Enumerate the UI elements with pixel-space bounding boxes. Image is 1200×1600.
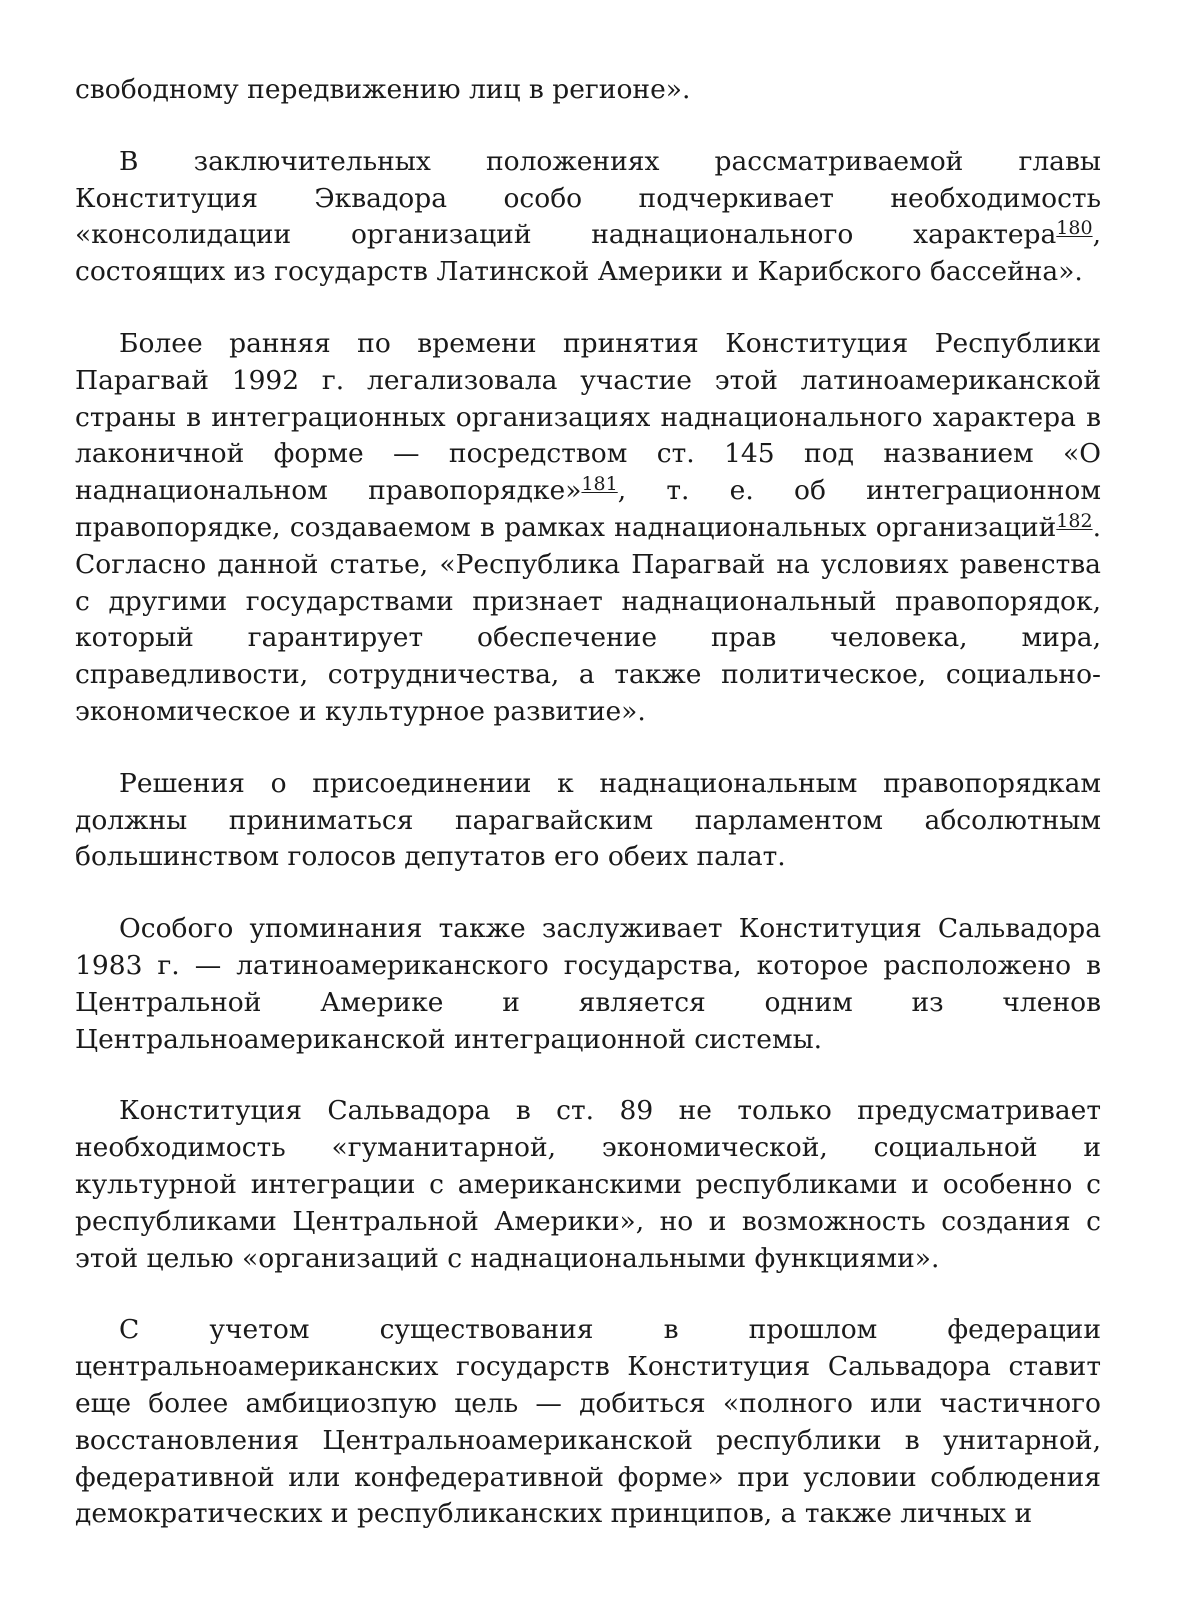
paragraph-3 (75, 326, 1101, 731)
paragraph-text: Решения о присоединении к наднациональным правопорядкам должны приниматься парагвайским парламентом абсолютным большинством голосов депутатов его обеих палат. (75, 767, 1101, 873)
paragraph-5 (75, 911, 1101, 1058)
paragraph-1 (75, 72, 1101, 109)
paragraph-4 (75, 766, 1101, 876)
footnote-link-181[interactable]: 181 (581, 473, 618, 496)
paragraph-text: свободному передвижению лиц в регионе». (75, 74, 691, 105)
paragraph-7 (75, 1312, 1101, 1533)
paragraph-6 (75, 1093, 1101, 1277)
paragraph-text: Особого упоминания также заслуживает Конституция Сальвадора 1983 г. — латиноамериканского государства, которое расположено в Центральной Америке и является одним из членов Центральноамериканской интеграционной системы. (75, 913, 1101, 1055)
document-page (75, 72, 1101, 1533)
paragraph-text: С учетом существования в прошлом федерации центральноамериканских государств Конституция Сальвадора ставит еще более амбициозпую цель — добиться «полного или частичного восстановления Центральноамериканской республики в унитарной, федеративной или конфедеративной форме» при условии соблюдения демократических и республиканских принципов, а также личных и (75, 1314, 1101, 1530)
paragraph-text: . Согласно данной статье, «Республика Парагвай на условиях равенства с другими государствами признает наднациональный правопорядок, который гарантирует обеспечение прав человека, мира, справедливости, сотрудничества, а также политическое, социально-экономическое и культурное развитие». (75, 511, 1101, 727)
footnote-link-180[interactable]: 180 (1056, 217, 1093, 240)
paragraph-text: , т. е. об интеграционном правопорядке, создаваемом в рамках наднациональных организаций (75, 475, 1101, 543)
paragraph-text: Конституция Сальвадора в ст. 89 не только предусматривает необходимость «гуманитарной, экономической, социальной и культурной интеграции с американскими республиками и особенно с республиками Центральной Америки», но и возможность создания с этой целью «организаций с наднациональными функциями». (75, 1095, 1101, 1274)
footnote-link-182[interactable]: 182 (1056, 509, 1093, 532)
paragraph-text: , состоящих из государств Латинской Америки и Карибского бассейна». (75, 219, 1101, 288)
paragraph-text: Более ранняя по времени принятия Конституция Республики Парагвай 1992 г. легализовала участие этой латиноамериканской страны в интеграционных организациях наднационального характера в лаконичной форме — посредством ст. 145 под названием «О наднациональном правопорядке» (75, 327, 1101, 507)
paragraph-2 (75, 144, 1101, 291)
paragraph-text: В заключительных положениях рассматриваемой главы Конституция Эквадора особо подчеркивает необходимость «консолидации организаций наднационального характера (75, 145, 1101, 251)
